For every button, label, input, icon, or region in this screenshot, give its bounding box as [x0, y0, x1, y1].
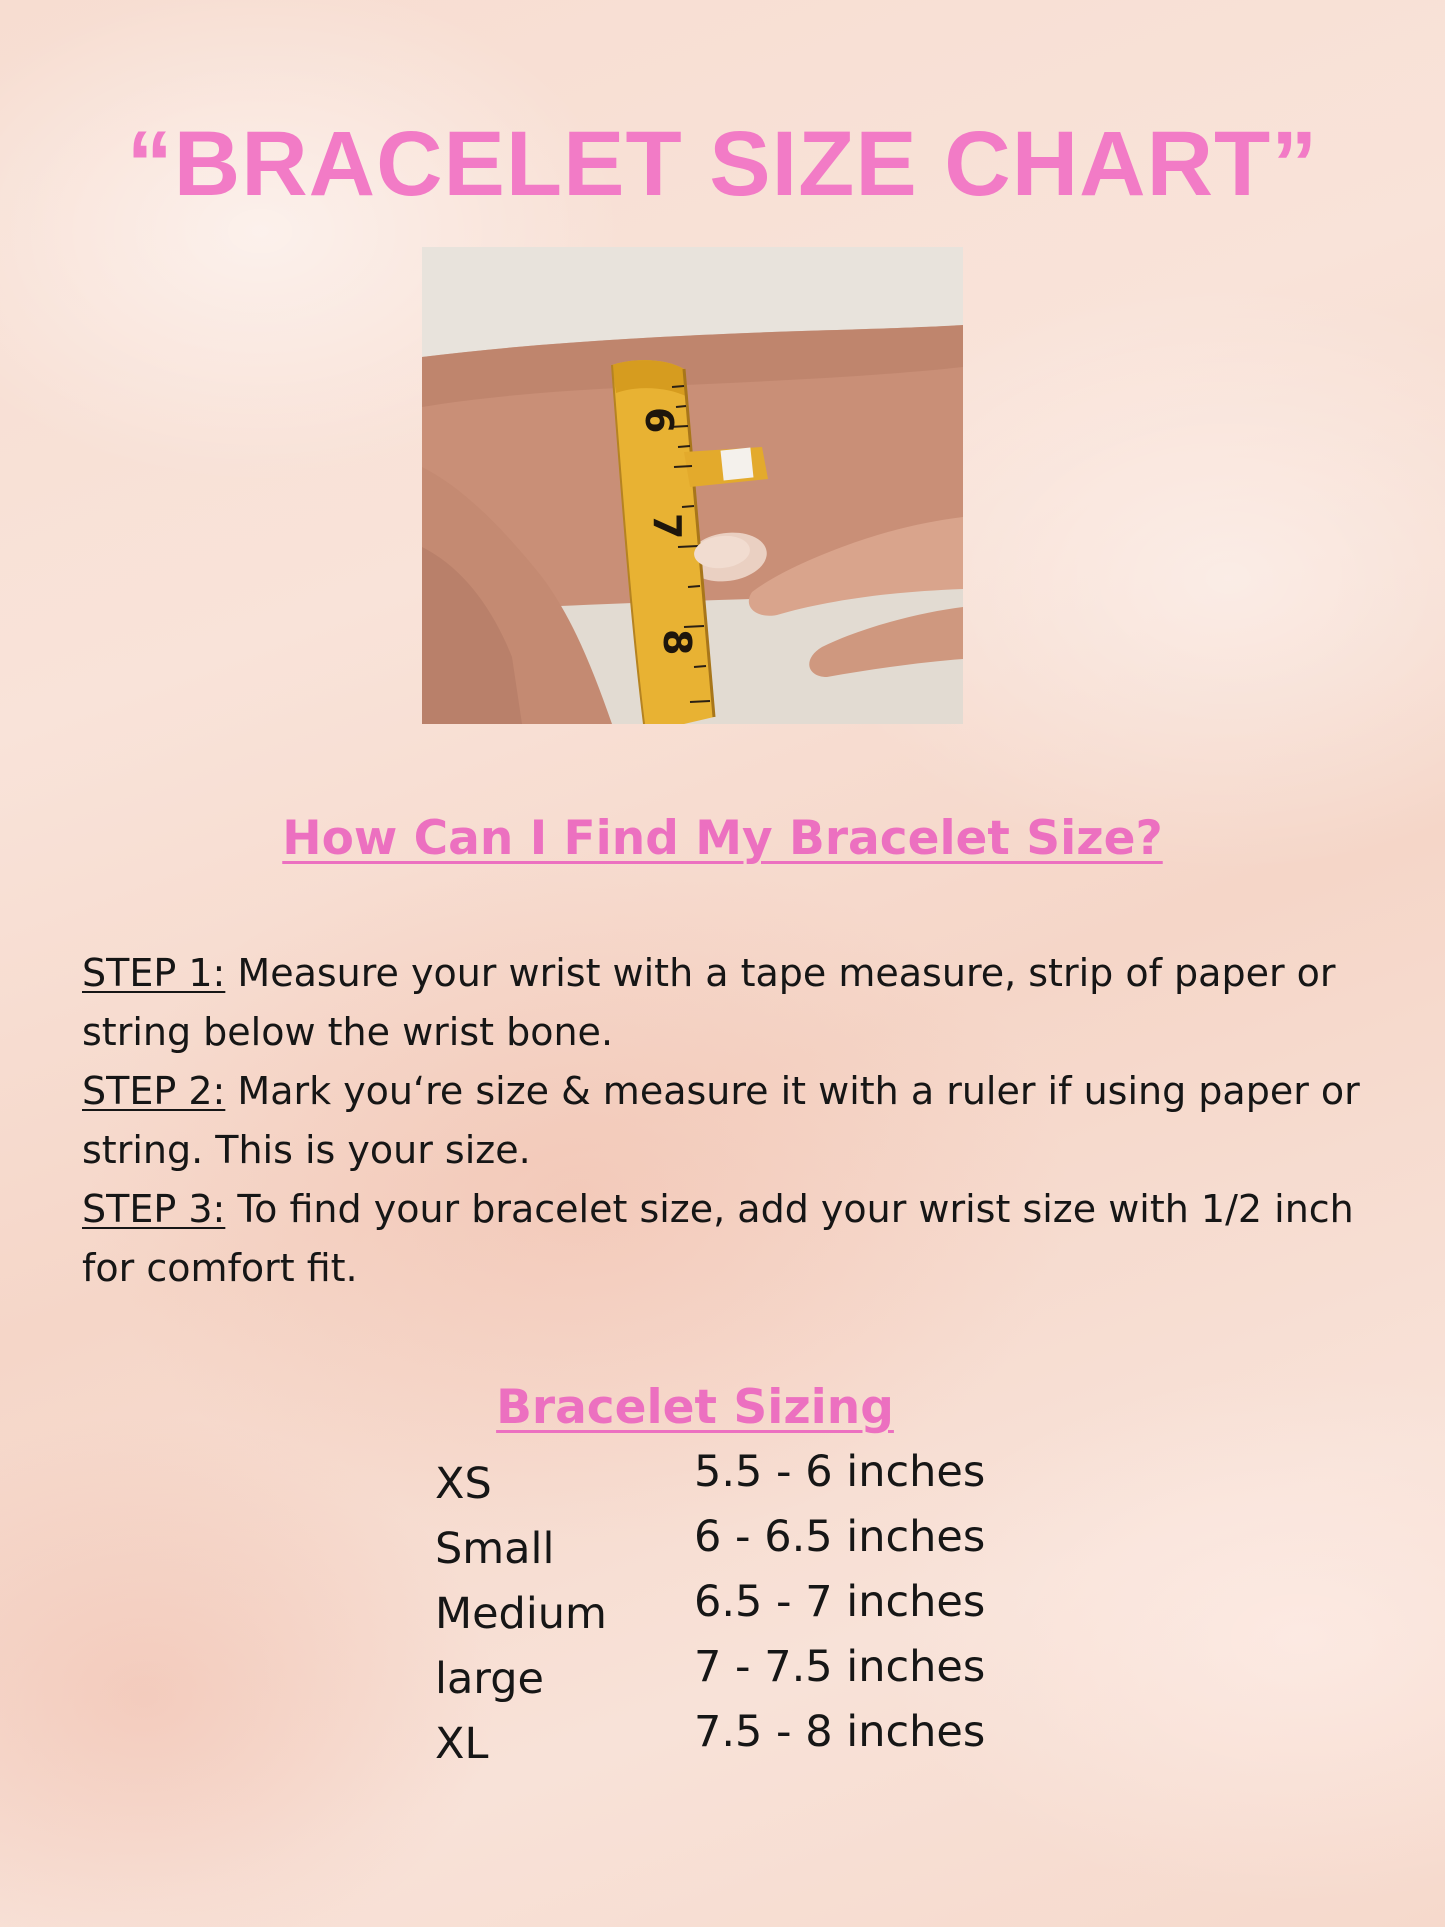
step-1-label: STEP 1: — [82, 951, 226, 995]
step-2-text: Mark you‘re size & measure it with a ruler if using paper or string. This is your size. — [82, 1069, 1360, 1172]
step-3-label: STEP 3: — [82, 1187, 226, 1231]
size-table — [435, 1447, 1035, 1776]
sizing-heading: Bracelet Sizing — [496, 1380, 894, 1435]
size-range: 7.5 - 8 inches — [694, 1707, 986, 1757]
size-range: 7 - 7.5 inches — [694, 1642, 986, 1692]
size-name: large — [435, 1654, 544, 1704]
size-name: Small — [435, 1524, 555, 1574]
tape-number-6: 6 — [637, 407, 681, 434]
step-1 — [82, 944, 1372, 1062]
page-title: “BRACELET SIZE CHART” — [126, 113, 1319, 215]
size-name: Medium — [435, 1589, 607, 1639]
size-range: 6.5 - 7 inches — [694, 1577, 986, 1627]
wrist-measurement-photo — [422, 247, 963, 724]
step-2 — [82, 1062, 1372, 1180]
size-name: XL — [435, 1719, 489, 1769]
how-to-heading: How Can I Find My Bracelet Size? — [282, 811, 1163, 866]
size-row — [435, 1642, 1035, 1711]
tape-number-8: 8 — [655, 629, 699, 656]
size-row — [435, 1707, 1035, 1776]
wrist-tape-illustration — [422, 247, 963, 724]
step-2-label: STEP 2: — [82, 1069, 226, 1113]
size-row — [435, 1577, 1035, 1646]
step-3 — [82, 1180, 1372, 1298]
tape-number-7: 7 — [645, 513, 689, 540]
step-1-text: Measure your wrist with a tape measure, strip of paper or string below the wrist bone. — [82, 951, 1336, 1054]
size-row — [435, 1512, 1035, 1581]
size-range: 5.5 - 6 inches — [694, 1447, 986, 1497]
size-row — [435, 1447, 1035, 1516]
size-name: XS — [435, 1459, 492, 1509]
steps-list — [82, 944, 1372, 1298]
step-3-text: To find your bracelet size, add your wrist size with 1/2 inch for comfort fit. — [82, 1187, 1354, 1290]
size-range: 6 - 6.5 inches — [694, 1512, 986, 1562]
